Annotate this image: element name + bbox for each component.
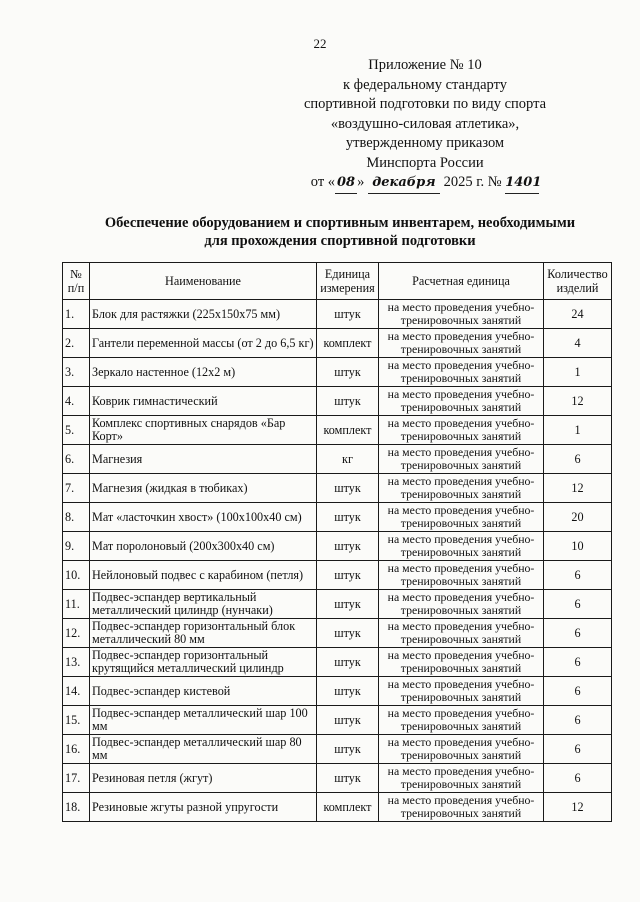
table-row <box>63 648 612 677</box>
cell-num: 11. <box>63 590 90 619</box>
cell-calc: на место проведения учебно-тренировочных занятий <box>379 503 544 532</box>
cell-unit: штук <box>317 532 379 561</box>
cell-calc: на место проведения учебно-тренировочных занятий <box>379 706 544 735</box>
appendix-line: спортивной подготовки по виду спорта <box>303 96 547 112</box>
cell-calc: на место проведения учебно-тренировочных занятий <box>379 416 544 445</box>
date-year: 2025 г. № <box>443 174 502 190</box>
cell-qty: 6 <box>544 561 612 590</box>
order-number-handwritten: 1401 <box>505 173 539 194</box>
cell-unit: штук <box>317 706 379 735</box>
cell-calc: на место проведения учебно-тренировочных занятий <box>379 677 544 706</box>
header-calc: Расчетная единица <box>379 263 544 300</box>
cell-num: 14. <box>63 677 90 706</box>
cell-num: 4. <box>63 387 90 416</box>
cell-unit: штук <box>317 619 379 648</box>
cell-calc: на место проведения учебно-тренировочных занятий <box>379 735 544 764</box>
header-qty: Количество изделий <box>544 263 612 300</box>
cell-num: 6. <box>63 445 90 474</box>
header-unit: Единица измерения <box>317 263 379 300</box>
cell-name: Магнезия <box>90 445 317 474</box>
cell-unit: штук <box>317 677 379 706</box>
appendix-block <box>270 56 580 194</box>
header-name: Наименование <box>90 263 317 300</box>
cell-num: 8. <box>63 503 90 532</box>
cell-qty: 1 <box>544 358 612 387</box>
cell-qty: 10 <box>544 532 612 561</box>
cell-qty: 6 <box>544 590 612 619</box>
cell-calc: на место проведения учебно-тренировочных занятий <box>379 387 544 416</box>
cell-qty: 20 <box>544 503 612 532</box>
table-row <box>63 300 612 329</box>
table-row <box>63 474 612 503</box>
cell-calc: на место проведения учебно-тренировочных занятий <box>379 561 544 590</box>
table-row <box>63 706 612 735</box>
cell-unit: штук <box>317 358 379 387</box>
cell-num: 18. <box>63 793 90 822</box>
cell-qty: 12 <box>544 474 612 503</box>
cell-num: 12. <box>63 619 90 648</box>
cell-calc: на место проведения учебно-тренировочных занятий <box>379 300 544 329</box>
cell-name: Подвес-эспандер горизонтальный крутящийся металлический цилиндр <box>90 648 317 677</box>
table-row <box>63 735 612 764</box>
cell-calc: на место проведения учебно-тренировочных занятий <box>379 648 544 677</box>
table-row <box>63 358 612 387</box>
cell-unit: комплект <box>317 329 379 358</box>
table-row <box>63 619 612 648</box>
cell-name: Резиновая петля (жгут) <box>90 764 317 793</box>
table-row <box>63 590 612 619</box>
cell-name: Гантели переменной массы (от 2 до 6,5 кг) <box>90 329 317 358</box>
cell-unit: штук <box>317 300 379 329</box>
cell-qty: 6 <box>544 677 612 706</box>
cell-num: 7. <box>63 474 90 503</box>
cell-unit: штук <box>317 764 379 793</box>
cell-name: Нейлоновый подвес с карабином (петля) <box>90 561 317 590</box>
cell-name: Резиновые жгуты разной упругости <box>90 793 317 822</box>
cell-qty: 1 <box>544 416 612 445</box>
table-row <box>63 445 612 474</box>
date-day-handwritten: 08 <box>335 173 357 194</box>
table-row <box>63 793 612 822</box>
document-title <box>70 214 610 250</box>
page-number: 22 <box>313 36 327 51</box>
cell-qty: 24 <box>544 300 612 329</box>
cell-unit: штук <box>317 561 379 590</box>
cell-num: 1. <box>63 300 90 329</box>
cell-qty: 6 <box>544 735 612 764</box>
date-mid: » <box>357 174 365 190</box>
cell-num: 3. <box>63 358 90 387</box>
cell-num: 13. <box>63 648 90 677</box>
cell-qty: 12 <box>544 387 612 416</box>
cell-unit: комплект <box>317 793 379 822</box>
cell-qty: 6 <box>544 764 612 793</box>
cell-num: 10. <box>63 561 90 590</box>
cell-unit: кг <box>317 445 379 474</box>
table-row <box>63 503 612 532</box>
appendix-line: Приложение № 10 <box>368 57 482 73</box>
cell-unit: штук <box>317 735 379 764</box>
cell-name: Подвес-эспандер кистевой <box>90 677 317 706</box>
cell-calc: на место проведения учебно-тренировочных занятий <box>379 590 544 619</box>
table-body <box>63 300 612 822</box>
order-date-line <box>270 173 580 194</box>
cell-qty: 12 <box>544 793 612 822</box>
table-row <box>63 764 612 793</box>
cell-num: 9. <box>63 532 90 561</box>
cell-calc: на место проведения учебно-тренировочных занятий <box>379 532 544 561</box>
cell-unit: штук <box>317 590 379 619</box>
table-header-row <box>63 263 612 300</box>
appendix-line: к федеральному стандарту <box>343 76 507 93</box>
cell-num: 16. <box>63 735 90 764</box>
date-prefix: от « <box>310 174 336 190</box>
table-row <box>63 329 612 358</box>
cell-qty: 6 <box>544 706 612 735</box>
cell-calc: на место проведения учебно-тренировочных занятий <box>379 358 544 387</box>
cell-calc: на место проведения учебно-тренировочных занятий <box>379 793 544 822</box>
cell-calc: на место проведения учебно-тренировочных занятий <box>379 619 544 648</box>
appendix-line: Минспорта России <box>366 154 484 171</box>
cell-name: Подвес-эспандер вертикальный металлический цилиндр (нунчаки) <box>90 590 317 619</box>
cell-name: Зеркало настенное (12x2 м) <box>90 358 317 387</box>
cell-name: Коврик гимнастический <box>90 387 317 416</box>
cell-unit: штук <box>317 474 379 503</box>
cell-calc: на место проведения учебно-тренировочных занятий <box>379 764 544 793</box>
cell-name: Подвес-эспандер металлический шар 100 мм <box>90 706 317 735</box>
cell-calc: на место проведения учебно-тренировочных занятий <box>379 329 544 358</box>
table-row <box>63 677 612 706</box>
cell-unit: штук <box>317 648 379 677</box>
appendix-line: «воздушно-силовая атлетика», <box>330 115 520 132</box>
cell-name: Блок для растяжки (225x150x75 мм) <box>90 300 317 329</box>
cell-name: Мат «ласточкин хвост» (100x100x40 см) <box>90 503 317 532</box>
table-row <box>63 416 612 445</box>
cell-unit: штук <box>317 503 379 532</box>
equipment-table <box>62 262 612 822</box>
cell-unit: комплект <box>317 416 379 445</box>
cell-name: Подвес-эспандер металлический шар 80 мм <box>90 735 317 764</box>
cell-num: 5. <box>63 416 90 445</box>
cell-name: Мат поролоновый (200x300x40 см) <box>90 532 317 561</box>
header-num: № п/п <box>63 263 90 300</box>
title-line-1: Обеспечение оборудованием и спортивным инвентарем, необходимыми <box>104 215 576 231</box>
cell-qty: 4 <box>544 329 612 358</box>
cell-num: 17. <box>63 764 90 793</box>
table-row <box>63 561 612 590</box>
cell-calc: на место проведения учебно-тренировочных занятий <box>379 474 544 503</box>
cell-qty: 6 <box>544 648 612 677</box>
cell-num: 15. <box>63 706 90 735</box>
cell-qty: 6 <box>544 619 612 648</box>
table-row <box>63 387 612 416</box>
cell-calc: на место проведения учебно-тренировочных занятий <box>379 445 544 474</box>
title-line-2: для прохождения спортивной подготовки <box>204 233 476 249</box>
cell-name: Комплекс спортивных снарядов «Бар Корт» <box>90 416 317 445</box>
cell-unit: штук <box>317 387 379 416</box>
appendix-line: утвержденному приказом <box>345 135 505 151</box>
date-month-handwritten: декабря <box>368 173 440 194</box>
cell-qty: 6 <box>544 445 612 474</box>
table-row <box>63 532 612 561</box>
cell-name: Подвес-эспандер горизонтальный блок металлический 80 мм <box>90 619 317 648</box>
cell-name: Магнезия (жидкая в тюбиках) <box>90 474 317 503</box>
cell-num: 2. <box>63 329 90 358</box>
